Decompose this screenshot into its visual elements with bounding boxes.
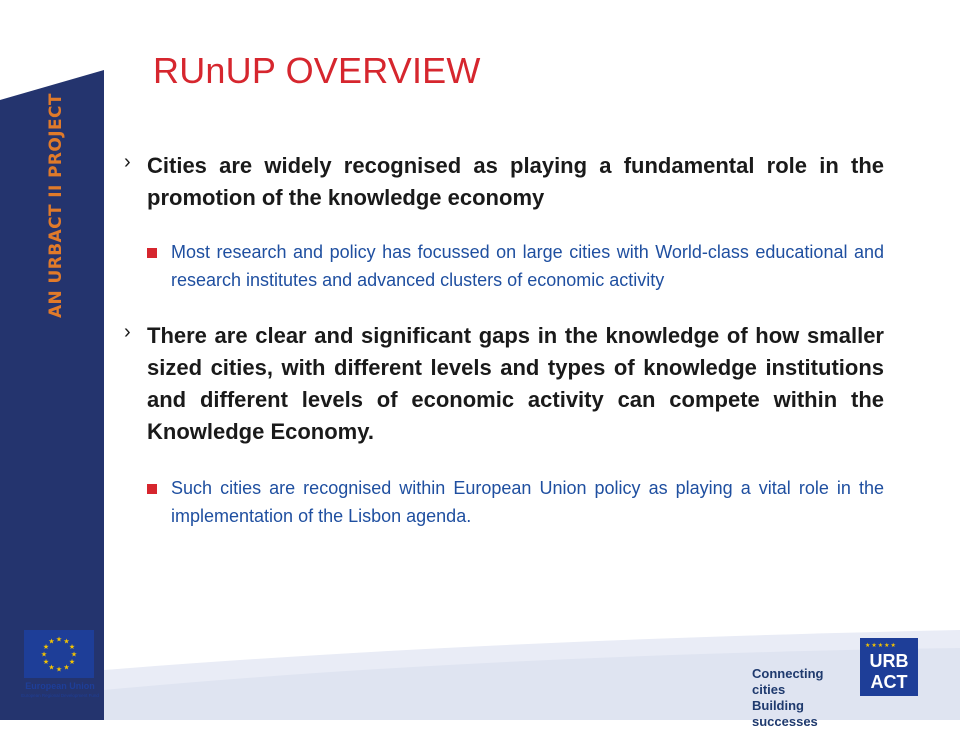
slide-content	[122, 150, 884, 530]
eu-star-icon: ★	[70, 651, 78, 659]
eu-flag-icon	[24, 630, 94, 678]
eu-star-icon: ★	[48, 664, 55, 672]
eu-star-icon: ★	[48, 638, 55, 646]
sidebar-project-label: AN URBACT II PROJECT	[46, 93, 66, 318]
bullet-level2	[171, 474, 884, 530]
footer-tagline	[752, 666, 852, 730]
bullet-text: Cities are widely recognised as playing a fundamental role in the promotion of the knowledge economy	[147, 153, 884, 210]
urbact-logo-line1: URB	[869, 651, 909, 671]
bullet-level1	[122, 320, 884, 448]
bullet-level2	[171, 238, 884, 294]
eu-star-icon: ★	[63, 664, 70, 672]
slide-title: RUnUP OVERVIEW	[153, 50, 481, 91]
urbact-logo	[860, 638, 918, 696]
bullet-level1	[122, 150, 884, 214]
eu-star-icon: ★	[68, 659, 76, 666]
eu-star-icon: ★	[55, 666, 63, 674]
chevron-bullet-icon: ›	[124, 321, 131, 343]
eu-star-icon: ★	[40, 651, 48, 659]
eu-star-icon: ★	[55, 636, 63, 644]
eu-logo-subtitle: European Regional Development Fund	[21, 693, 99, 698]
chevron-bullet-icon: ›	[124, 151, 131, 173]
square-bullet-icon	[147, 484, 157, 494]
tagline-line2: Building successes	[752, 698, 818, 729]
eu-logo	[16, 630, 104, 706]
eu-star-icon: ★	[63, 638, 70, 646]
bullet-subtext: Such cities are recognised within European Union policy as playing a vital role in the implementation of the Lisbon agenda.	[171, 478, 884, 526]
urbact-stars-icon: ★★★★★	[865, 643, 897, 649]
tagline-line1: Connecting cities	[752, 666, 824, 697]
eu-logo-title: European Union	[25, 681, 95, 691]
bullet-subtext: Most research and policy has focussed on large cities with World-class educational and research institutes and advanced clusters of economic activity	[171, 242, 884, 290]
bullet-text: There are clear and significant gaps in the knowledge of how smaller sized cities, with different levels and types of knowledge institutions and different levels of economic activity can compete within the Knowledge Economy.	[147, 323, 884, 444]
eu-star-icon: ★	[42, 659, 50, 666]
eu-star-icon: ★	[42, 644, 50, 651]
square-bullet-icon	[147, 248, 157, 258]
urbact-logo-line2: ACT	[870, 672, 908, 692]
eu-star-icon: ★	[68, 644, 76, 651]
